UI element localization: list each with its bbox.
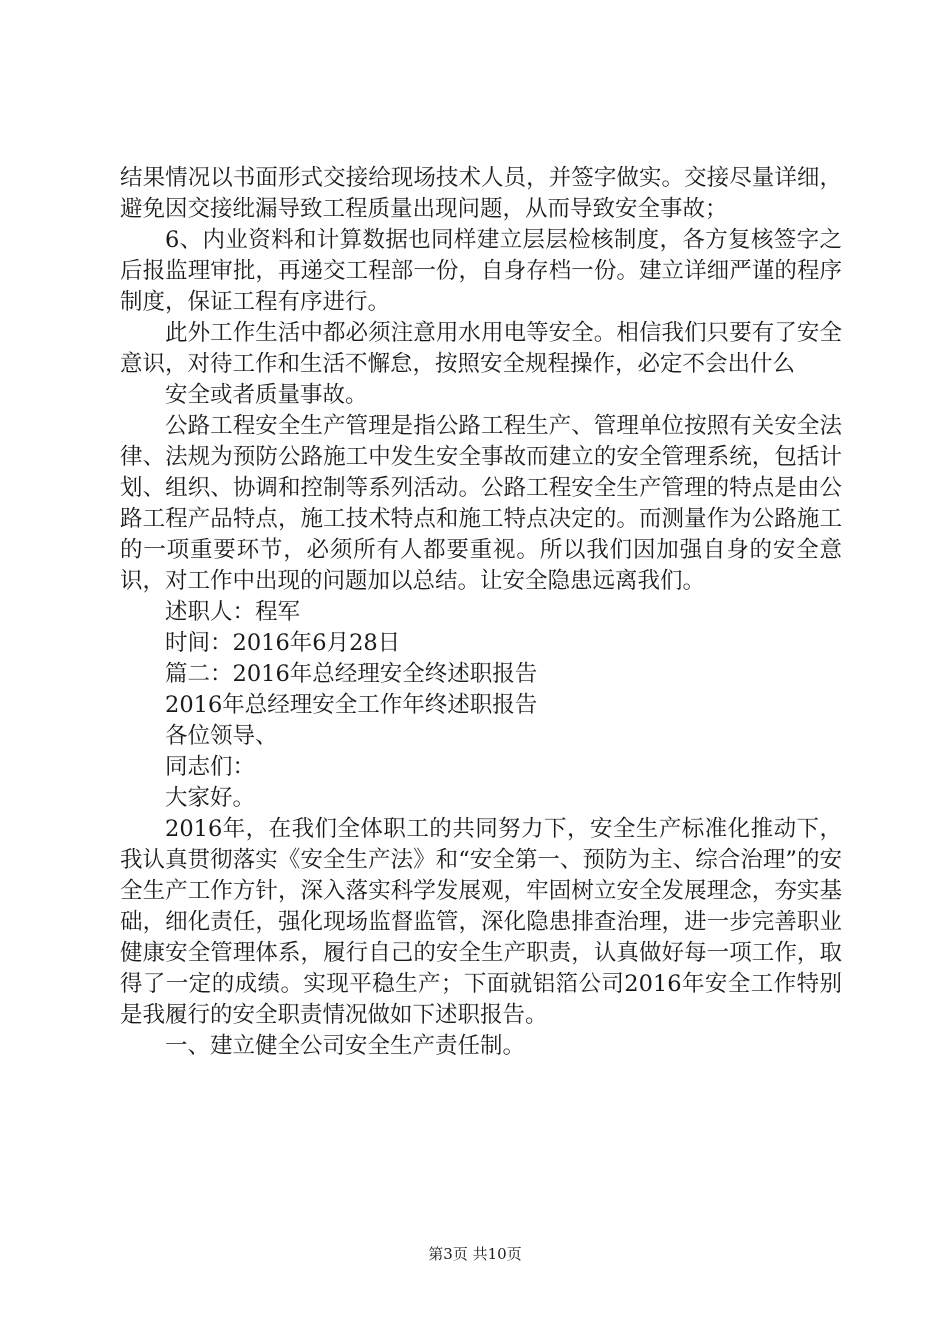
paragraph: 结果情况以书面形式交接给现场技术人员，并签字做实。交接尽量详细，避免因交接纰漏导致工程质量出现问题，从而导致安全事故； (120, 165, 842, 222)
paragraph: 2016年，在我们全体职工的共同努力下，安全生产标准化推动下，我认真贯彻落实《安全生产法》和“安全第一、预防为主、综合治理”的安全生产工作方针，深入落实科学发展观，牢固树立安全发展理念，夯实基础，细化责任，强化现场监督监管，深化隐患排查治理，进一步完善职业健康安全管理体系，履行自己的安全生产职责，认真做好每一项工作，取得了一定的成绩。实现平稳生产；下面就铝箔公司2016年安全工作特别是我履行的安全职责情况做如下述职报告。 (120, 816, 842, 1028)
report-title: 2016年总经理安全工作年终述职报告 (165, 692, 538, 718)
date-line: 时间：2016年6月28日 (165, 630, 401, 656)
salutation: 同志们： (165, 754, 256, 780)
reporter-line: 述职人：程军 (165, 599, 301, 625)
paragraph: 此外工作生活中都必须注意用水用电等安全。相信我们只要有了安全意识，对待工作和生活不懈怠，按照安全规程操作，必定不会出什么 (120, 320, 842, 377)
document-body (120, 163, 842, 1062)
salutation: 各位领导、 (165, 723, 278, 749)
section-heading: 篇二：2016年总经理安全终述职报告 (165, 661, 538, 687)
page-footer: 第3页 共10页 (428, 1245, 522, 1263)
section-heading: 一、建立健全公司安全生产责任制。 (165, 1033, 526, 1059)
paragraph: 安全或者质量事故。 (165, 382, 368, 408)
paragraph: 6、内业资料和计算数据也同样建立层层检核制度，各方复核签字之后报监理审批，再递交工程部一份，自身存档一份。建立详细严谨的程序制度，保证工程有序进行。 (120, 227, 842, 315)
greeting: 大家好。 (165, 785, 256, 811)
paragraph: 公路工程安全生产管理是指公路工程生产、管理单位按照有关安全法律、法规为预防公路施工中发生安全事故而建立的安全管理系统，包括计划、组织、协调和控制等系列活动。公路工程安全生产管理的特点是由公路工程产品特点，施工技术特点和施工特点决定的。而测量作为公路施工的一项重要环节，必须所有人都要重视。所以我们因加强自身的安全意识，对工作中出现的问题加以总结。让安全隐患远离我们。 (120, 413, 842, 594)
